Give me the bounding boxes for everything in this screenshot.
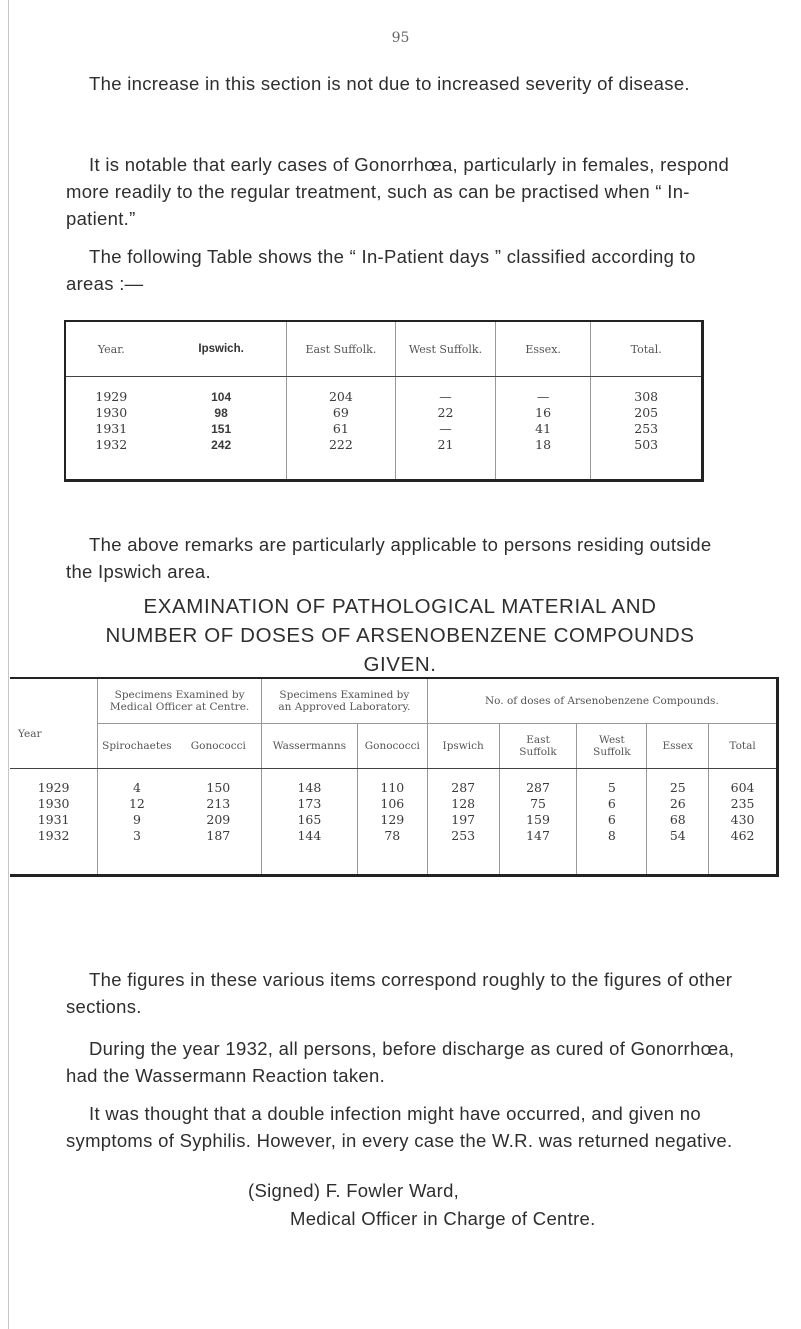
table-row [65, 377, 703, 406]
cell-ipswich: 151 [211, 422, 232, 436]
cell-total: 430 [709, 812, 778, 828]
cell-total: 205 [591, 405, 703, 421]
cell-wassermanns: 144 [261, 828, 357, 876]
pathological-material-table [10, 677, 779, 877]
cell-ipswich: 104 [211, 390, 232, 404]
cell-year: 1932 [37, 828, 70, 843]
cell-total: 308 [591, 377, 703, 406]
cell-year: 1929 [95, 389, 128, 404]
paragraph-6: During the year 1932, all persons, before discharge as cured of Gonorrhœa, had the Wassermann Reaction taken. [66, 1038, 735, 1086]
signature-title: Medical Officer in Charge of Centre. [290, 1208, 596, 1229]
header-year: Year. [65, 321, 157, 377]
heading-line-2: NUMBER OF DOSES OF ARSENOBENZENE COMPOUNDS [105, 624, 695, 647]
header-total: Total. [591, 321, 703, 377]
cell-ipswich: 287 [427, 769, 499, 797]
paragraph-4: The above remarks are particularly applicable to persons residing outside the Ipswich area. [66, 534, 712, 582]
table-row [10, 812, 778, 828]
table-row [10, 796, 778, 812]
cell-west-suffolk: — [396, 377, 496, 406]
inpatient-days-table [64, 320, 704, 482]
header-west-suffolk: West Suffolk [577, 724, 647, 769]
table-row [65, 405, 703, 421]
cell-gonococci-centre: 209 [206, 812, 231, 827]
cell-west-suffolk: 6 [577, 812, 647, 828]
signature-name: (Signed) F. Fowler Ward, [248, 1180, 460, 1201]
paragraph-2: It is notable that early cases of Gonorrhœa, particularly in females, respond more readily to the regular treatment, such as can be practised when “ In-patient.” [66, 154, 730, 229]
cell-west-suffolk: 6 [577, 796, 647, 812]
table-header-row [10, 678, 778, 724]
cell-east-suffolk: 159 [499, 812, 577, 828]
section-heading [20, 592, 780, 679]
cell-spirochaetes: 3 [98, 828, 176, 876]
cell-wassermanns: 165 [261, 812, 357, 828]
paragraph-7: It was thought that a double infection might have occurred, and given no symptoms of Syphilis. However, in every case the W.R. was returned negative. [66, 1103, 733, 1151]
cell-total: 235 [709, 796, 778, 812]
header-east-suffolk: East Suffolk [499, 724, 577, 769]
cell-west-suffolk: 22 [396, 405, 496, 421]
cell-essex: 68 [647, 812, 709, 828]
cell-west-suffolk: 21 [396, 437, 496, 481]
header-gonococci-lab: Gonococci [357, 724, 427, 769]
cell-ipswich: 197 [427, 812, 499, 828]
header-west-suffolk: West Suffolk. [396, 321, 496, 377]
header-essex: Essex [647, 724, 709, 769]
table-row [65, 421, 703, 437]
cell-essex: 54 [647, 828, 709, 876]
cell-year: 1932 [95, 437, 128, 452]
cell-wassermanns: 148 [261, 769, 357, 797]
cell-year: 1930 [37, 796, 70, 811]
cell-gonococci-lab: 129 [357, 812, 427, 828]
cell-spirochaetes: 12 [98, 796, 176, 812]
cell-east-suffolk: 147 [499, 828, 577, 876]
cell-east-suffolk: 204 [286, 377, 396, 406]
heading-line-1: EXAMINATION OF PATHOLOGICAL MATERIAL AND [143, 595, 657, 618]
table-row [10, 828, 778, 876]
header-gonococci-centre: Gonococci [176, 724, 262, 769]
header-east-suffolk: East Suffolk. [286, 321, 396, 377]
cell-year: 1931 [95, 421, 128, 436]
cell-essex: 26 [647, 796, 709, 812]
cell-essex: 41 [495, 421, 591, 437]
table-row [65, 437, 703, 481]
cell-total: 462 [709, 828, 778, 876]
header-ipswich: Ipswich [427, 724, 499, 769]
cell-ipswich: 98 [214, 406, 228, 420]
paragraph-3: The following Table shows the “ In-Patient days ” classified according to areas :— [66, 246, 696, 294]
cell-essex: 18 [495, 437, 591, 481]
cell-gonococci-lab: 106 [357, 796, 427, 812]
cell-ipswich: 128 [427, 796, 499, 812]
page-edge-line [8, 0, 9, 1329]
header-year: Year [10, 678, 98, 769]
page-number: 95 [391, 30, 410, 46]
cell-spirochaetes: 4 [98, 769, 176, 797]
cell-spirochaetes: 9 [98, 812, 176, 828]
header-laboratory-group: Specimens Examined by an Approved Laboratory. [261, 678, 427, 724]
cell-wassermanns: 173 [261, 796, 357, 812]
header-wassermanns: Wassermanns [261, 724, 357, 769]
cell-east-suffolk: 61 [286, 421, 396, 437]
cell-essex: 16 [495, 405, 591, 421]
header-medical-officer-group: Specimens Examined by Medical Officer at Centre. [98, 678, 262, 724]
cell-gonococci-lab: 78 [357, 828, 427, 876]
cell-year: 1929 [37, 780, 70, 795]
cell-gonococci-centre: 187 [206, 828, 231, 843]
cell-ipswich: 242 [211, 438, 232, 452]
header-spirochaetes: Spirochaetes [98, 724, 176, 769]
paragraph-1: The increase in this section is not due to increased severity of disease. [89, 73, 690, 94]
cell-east-suffolk: 222 [286, 437, 396, 481]
cell-west-suffolk: 8 [577, 828, 647, 876]
cell-gonococci-centre: 213 [206, 796, 231, 811]
cell-east-suffolk: 69 [286, 405, 396, 421]
table-row [10, 769, 778, 797]
heading-line-3: GIVEN. [363, 653, 437, 676]
cell-east-suffolk: 287 [499, 769, 577, 797]
cell-year: 1931 [37, 812, 70, 827]
cell-west-suffolk: 5 [577, 769, 647, 797]
cell-gonococci-centre: 150 [206, 780, 231, 795]
header-essex: Essex. [495, 321, 591, 377]
cell-gonococci-lab: 110 [357, 769, 427, 797]
cell-essex: — [495, 377, 591, 406]
header-ipswich: Ipswich. [157, 321, 286, 377]
header-total: Total [709, 724, 778, 769]
header-doses-group: No. of doses of Arsenobenzene Compounds. [427, 678, 777, 724]
table-header-row [65, 321, 703, 377]
table-subheader-row [10, 724, 778, 769]
cell-ipswich: 253 [427, 828, 499, 876]
cell-west-suffolk: — [396, 421, 496, 437]
cell-total: 604 [709, 769, 778, 797]
cell-essex: 25 [647, 769, 709, 797]
cell-east-suffolk: 75 [499, 796, 577, 812]
cell-total: 253 [591, 421, 703, 437]
paragraph-5: The figures in these various items correspond roughly to the figures of other sections. [66, 969, 733, 1017]
cell-total: 503 [591, 437, 703, 481]
cell-year: 1930 [95, 405, 128, 420]
